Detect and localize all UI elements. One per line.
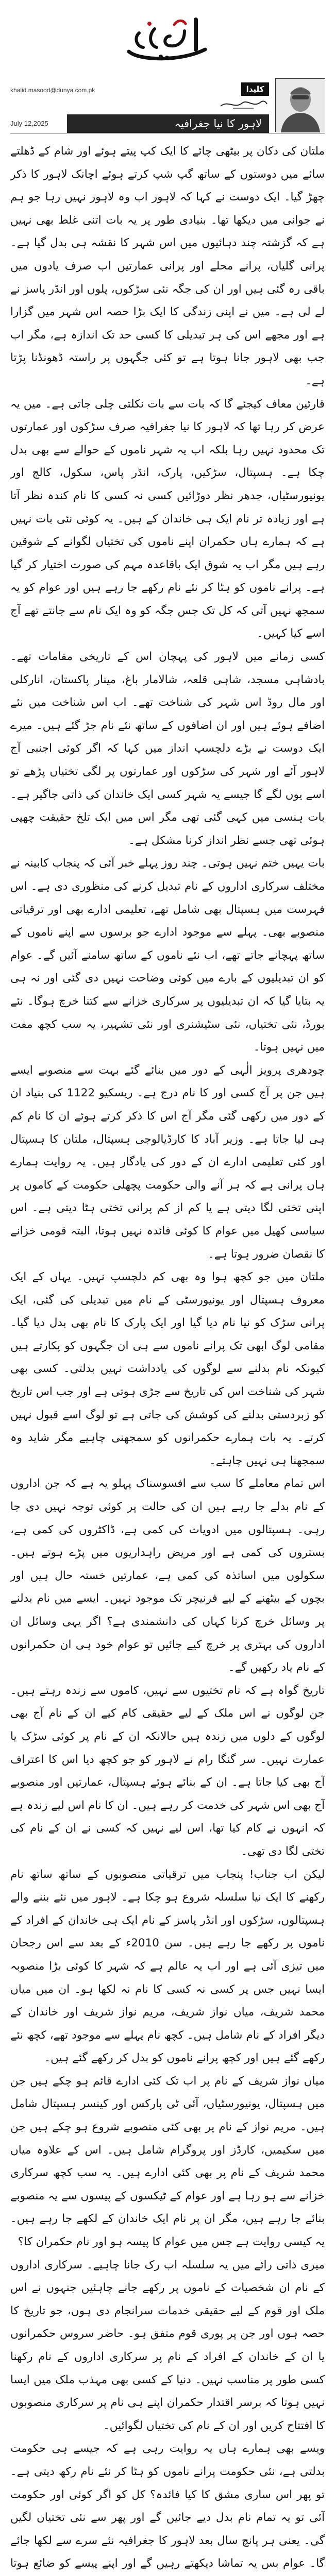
author-email[interactable]: khalid.masood@dunya.com.pk [10, 87, 95, 94]
article-paragraph: میری ذاتی رائے میں یہ سلسلہ اب رک جانا چاہیے۔ سرکاری اداروں کے نام ان شخصیات کے ناموں پر رکھے جانے چاہئیں جنہوں نے اس ملک اور قوم کے لیے حقیقی خدمات سرانجام دی ہوں، جو تاریخ کا حصہ ہوں اور جن پر پوری قوم متفق ہو۔ حاضر سروس حکمرانوں یا ان کے خاندان کے افراد کے نام پر سرکاری اداروں کے نام رکھنا کسی طور پر مناسب نہیں۔ دنیا کے کسی بھی مہذب ملک میں ایسا نہیں ہوتا کہ برسر اقتدار حکمران اپنے ہی نام پر سرکاری منصوبوں کا افتتاح کریں اور ان کے نام کی تختیاں لگوائیں۔ [10, 2258, 325, 2432]
article-body [10, 140, 325, 2570]
article-paragraph: ملتان میں جو کچھ ہوا وہ بھی کم دلچسپ نہیں۔ یہاں کے ایک معروف ہسپتال اور یونیورسٹی کے نام میں تبدیلی کی گئی، ایک پرانی سڑک کو نیا نام دیا گیا اور ایک پارک کا نام بھی بدل دیا گیا۔ مقامی لوگ ابھی تک پرانے ناموں سے ہی ان جگہوں کو پکارتے ہیں کیونکہ نام بدلنے سے لوگوں کی یادداشت نہیں بدلتی۔ کسی بھی شہر کی شناخت اس کی تاریخ سے جڑی ہوتی ہے اور جب اس تاریخ کو زبردستی بدلنے کی کوشش کی جاتی ہے تو لوگ اسے قبول نہیں کرتے۔ یہ بات ہمارے حکمرانوں کو سمجھنی چاہیے مگر شاید وہ سمجھنا ہی نہیں چاہتے۔ [10, 1270, 325, 1467]
article-paragraph: بات یہیں ختم نہیں ہوتی۔ چند روز پہلے خبر آئی کہ پنجاب کابینہ نے مختلف سرکاری اداروں کے نام تبدیل کرنے کی منظوری دی ہے۔ اس فہرست میں ہسپتال بھی شامل تھے، تعلیمی ادارے بھی اور ترقیاتی منصوبے بھی۔ پہلے سے موجود ادارے جو برسوں سے اپنے ناموں کے ساتھ پہچانے جاتے تھے، اب نئے ناموں کے ساتھ سامنے آئیں گے۔ عوام کو ان تبدیلیوں کے بارے میں کوئی وضاحت نہیں دی گئی اور نہ ہی یہ بتایا گیا کہ ان تبدیلیوں پر سرکاری خزانے سے کتنا خرچ ہوگا۔ نئے بورڈ، نئی تختیاں، نئی سٹیشنری اور نئی تشہیر، یہ سب کچھ مفت میں نہیں ہوتا۔ [10, 857, 325, 1054]
dunya-logo [119, 4, 216, 71]
column-tag: کلیدا [241, 82, 269, 96]
article-paragraph: کسی زمانے میں لاہور کی پہچان اس کے تاریخی مقامات تھے۔ بادشاہی مسجد، شاہی قلعہ، شالامار باغ، مینار پاکستان، انارکلی اور مال روڈ اس شہر کی شناخت تھے۔ اب اس شناخت میں نئے اضافے ہوئے ہیں اور ان اضافوں کے ساتھ نئے نام جڑ گئے ہیں۔ میرے ایک دوست نے بڑے دلچسپ انداز میں کہا کہ اگر کوئی اجنبی آج لاہور آئے اور شہر کی سڑکوں اور عمارتوں پر لگی تختیاں پڑھے تو اسے یوں لگے گا جیسے یہ شہر کسی ایک خاندان کی ذاتی جاگیر ہے۔ بات ہنسی میں کہی گئی تھی مگر اس میں ایک تلخ حقیقت چھپی ہوئی تھی جسے نظر انداز کرنا مشکل ہے۔ [10, 650, 325, 847]
publish-date: July 12,2025 [10, 120, 48, 127]
author-signature [217, 97, 269, 111]
article-paragraph: چودھری پرویز الٰہی کے دور میں بنائے گئے بہت سے منصوبے ایسے ہیں جن پر آج کسی اور کا نام درج ہے۔ ریسکیو 1122 کی بنیاد ان کے دور میں رکھی گئی مگر آج اس کا ذکر کرتے ہوئے ان کا نام کم ہی لیا جاتا ہے۔ وزیر آباد کا کارڈیالوجی ہسپتال، ملتان کا ہسپتال اور کئی تعلیمی ادارے ان کے دور کی یادگار ہیں۔ یہ روایت ہمارے ہاں پرانی ہے کہ ہر آنے والی حکومت پچھلی حکومت کے کاموں پر اپنی تختی لگا دیتی ہے یا کم از کم پرانی تختی ہٹا دیتی ہے۔ اس سیاسی کھیل میں عوام کا کوئی فائدہ نہیں ہوتا، البتہ قومی خزانے کا نقصان ضرور ہوتا ہے۔ [10, 1063, 325, 1261]
article-paragraph: تاریخ گواہ ہے کہ نام تختیوں سے نہیں، کاموں سے زندہ رہتے ہیں۔ جن لوگوں نے اس ملک کے لیے حقیقی کام کیے ان کے نام آج بھی لوگوں کے دلوں میں زندہ ہیں حالانکہ ان کے نام پر کوئی سڑک یا عمارت نہیں۔ سر گنگا رام نے لاہور کو جو کچھ دیا اس کا اعتراف آج بھی کیا جاتا ہے۔ ان کے بنائے ہوئے ہسپتال، عمارتیں اور منصوبے آج بھی اس شہر کی خدمت کر رہے ہیں۔ ان کا نام اس لیے زندہ ہے کہ انہوں نے کام کیا تھا، اس لیے نہیں کہ کسی نے ان کے نام کی تختی لگا دی تھی۔ [10, 1684, 325, 1858]
author-photo [275, 78, 325, 132]
article-paragraph: اس تمام معاملے کا سب سے افسوسناک پہلو یہ ہے کہ جن اداروں کے نام بدلے جا رہے ہیں ان کی حالت پر کوئی توجہ نہیں دی جا رہی۔ ہسپتالوں میں ادویات کی کمی ہے، ڈاکٹروں کی کمی ہے، بستروں کی کمی ہے اور مریض راہداریوں میں پڑے ہوتے ہیں۔ سکولوں میں اساتذہ کی کمی ہے، عمارتیں خستہ حال ہیں اور بچوں کے بیٹھنے کے لیے فرنیچر تک موجود نہیں۔ ایسے میں نام بدلنے پر وسائل خرچ کرنا کہاں کی دانشمندی ہے؟ اگر یہی وسائل ان اداروں کی بہتری پر خرچ کیے جائیں تو عوام خود ہی ان حکمرانوں کے نام یاد رکھیں گے۔ [10, 1477, 325, 1674]
article-paragraph: ملتان کی دکان پر بیٹھی چائے کا ایک کپ پیتے ہوئے اور شام کے ڈھلتے سائے میں دوستوں کے ساتھ گپ شپ کرتے ہوئے اچانک لاہور کا ذکر چھڑ گیا۔ ایک دوست نے کہا کہ لاہور اب وہ لاہور نہیں رہا جو ہم نے جوانی میں دیکھا تھا۔ بنیادی طور پر یہ بات اتنی غلط بھی نہیں ہے کہ گزشتہ چند دہائیوں میں اس شہر کا نقشہ ہی بدل گیا ہے۔ پرانی گلیاں، پرانے محلے اور پرانی عمارتیں اب صرف یادوں میں باقی رہ گئی ہیں اور ان کی جگہ نئی سڑکوں، پلوں اور انڈر پاسز نے لے لی ہے۔ میں نے اپنی زندگی کا ایک بڑا حصہ اس شہر میں گزارا ہے اور مجھے اس کی ہر تبدیلی کا کسی حد تک اندازہ ہے، مگر اب جب بھی لاہور جانا ہوتا ہے تو کئی جگہوں پر راستہ ڈھونڈنا پڑتا ہے۔ [10, 145, 325, 387]
masthead [0, 0, 335, 77]
column-title: لاہور کا نیا جغرافیہ [67, 114, 269, 133]
article-paragraph: قارئین معاف کیجئے گا کہ بات سے بات نکلتی چلی جاتی ہے۔ میں یہ عرض کر رہا تھا کہ لاہور کا نیا جغرافیہ صرف سڑکوں اور عمارتوں تک محدود نہیں رہا بلکہ اب یہ شہر ناموں کے حوالے سے بھی بدل چکا ہے۔ ہسپتال، سڑکیں، پارک، انڈر پاس، سکول، کالج اور یونیورسٹیاں، جدھر نظر دوڑائیں کسی نہ کسی کا نام کندہ نظر آتا ہے اور زیادہ تر نام ایک ہی خاندان کے ہیں۔ یہ کوئی نئی بات نہیں ہے کہ ہمارے ہاں حکمران اپنے ناموں کی تختیاں لگوانے کے شوقین رہے ہیں مگر اب یہ شوق ایک باقاعدہ مہم کی صورت اختیار کر گیا ہے۔ پرانے ناموں کو ہٹا کر نئے نام رکھے جا رہے ہیں اور عوام کو یہ سمجھ نہیں آتی کہ کل تک جس جگہ کو وہ ایک نام سے جانتے تھے آج اسے کیا کہیں۔ [10, 397, 325, 640]
article-paragraph: لیکن اب جناب! پنجاب میں ترقیاتی منصوبوں کے ساتھ ساتھ نام رکھنے کا ایک نیا سلسلہ شروع ہو چکا ہے۔ لاہور میں نئے بننے والے ہسپتالوں، سڑکوں اور انڈر پاسز کے نام ایک ہی خاندان کے افراد کے ناموں پر رکھے جا رہے ہیں۔ سن 2010ء کے بعد سے اس رجحان میں تیزی آئی ہے اور اب یہ عالم ہے کہ شہر کا کوئی بڑا منصوبہ ایسا نہیں جس پر کسی نہ کسی کا نام نہ لکھا ہو۔ ان میں میاں محمد شریف، میاں نواز شریف، مریم نواز شریف اور خاندان کے دیگر افراد کے نام شامل ہیں۔ کچھ نام پہلے سے موجود تھے، کچھ نئے رکھے گئے ہیں اور کچھ پرانے ناموں کو بدل کر رکھے گئے ہیں۔ [10, 1868, 325, 2065]
article-paragraph: ویسے بھی ہمارے ہاں یہ روایت رہی ہے کہ جیسے ہی حکومت بدلتی ہے، نئی حکومت پرانے ناموں کو ہٹا کر نئے نام رکھ دیتی ہے۔ تو پھر اس ساری مشق کا کیا فائدہ؟ کل کو اگر کوئی اور حکومت آئی تو یہ تمام نام بدل دیے جائیں گے اور پھر سے نئی تختیاں لگیں گی۔ یعنی ہر پانچ سال بعد لاہور کا جغرافیہ نئے سرے سے لکھا جائے گا۔ عوام بس یہ تماشا دیکھتے رہیں گے اور اپنے پیسے کو ضائع ہوتا [10, 2442, 325, 2570]
column-logo [217, 82, 269, 112]
column-header [10, 78, 325, 134]
article-paragraph: میاں نواز شریف کے نام پر اب تک کئی ادارے قائم ہو چکے ہیں جن میں ہسپتال، یونیورسٹیاں، آئی ٹی پارکس اور کینسر ہسپتال شامل ہیں۔ مریم نواز کے نام پر بھی کئی منصوبے شروع ہو چکے ہیں جن میں سکیمیں، کارڈز اور پروگرام شامل ہیں۔ اس کے علاوہ میاں محمد شریف کے نام پر بھی کئی ادارے ہیں۔ یہ سب کچھ سرکاری خزانے سے ہو رہا ہے اور عوام کے ٹیکسوں کے پیسوں سے یہ منصوبے بنائے جا رہے ہیں، مگر ان پر نام ایک خاندان کے لکھے جا رہے ہیں۔ یہ کیسی روایت ہے جس میں عوام کا پیسہ ہو اور نام حکمران کا؟ [10, 2074, 325, 2249]
